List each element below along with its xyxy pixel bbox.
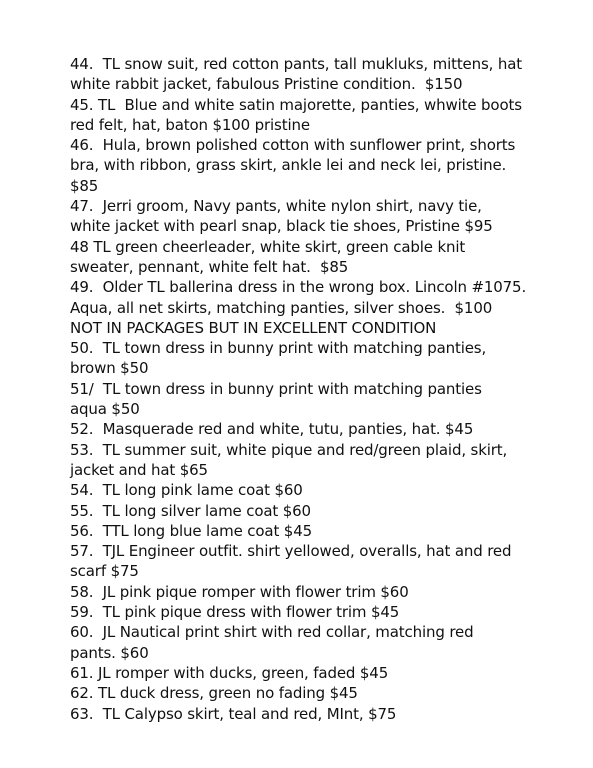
text-line: aqua $50 [70,400,140,419]
text-line: 44. TL snow suit, red cotton pants, tall mukluks, mittens, hat [70,55,523,73]
text-line: 51/ TL town dress in bunny print with matching panties [70,379,482,398]
document-body [70,54,580,724]
text-line: pants. $60 [70,643,149,662]
text-line: 55. TL long silver lame coat $60 [70,501,311,520]
section-heading: NOT IN PACKAGES BUT IN EXCELLENT CONDITION [70,318,437,337]
text-line: 58. JL pink pique romper with flower trim $60 [70,582,409,601]
text-line: 57. TJL Engineer outfit. shirt yellowed, overalls, hat and red [70,542,512,561]
text-line: $85 [70,176,99,195]
text-line: white jacket with pearl snap, black tie shoes, Pristine $95 [70,217,493,236]
text-line: red felt, hat, baton $100 pristine [70,115,310,134]
text-line: 59. TL pink pique dress with flower trim $45 [70,603,400,622]
text-line: Aqua, all net skirts, matching panties, silver shoes. $100 [70,298,493,317]
text-line: 49. Older TL ballerina dress in the wrong box. Lincoln #1075. [70,278,527,297]
text-line: 47. Jerri groom, Navy pants, white nylon shirt, navy tie, [70,197,482,216]
text-line: 63. TL Calypso skirt, teal and red, MInt, $75 [70,704,397,723]
text-line: 50. TL town dress in bunny print with matching panties, [70,339,487,358]
text-line: 52. Masquerade red and white, tutu, panties, hat. $45 [70,420,474,439]
text-line: 45. TL Blue and white satin majorette, panties, whwite boots [70,95,522,114]
text-line: jacket and hat $65 [70,460,208,479]
text-line: 61. JL romper with ducks, green, faded $45 [70,663,389,682]
text-line: sweater, pennant, white felt hat. $85 [70,257,349,276]
text-line: 60. JL Nautical print shirt with red collar, matching red [70,623,474,642]
text-line: bra, with ribbon, grass skirt, ankle lei and neck lei, pristine. [70,156,507,175]
text-line: 53. TL summer suit, white pique and red/green plaid, skirt, [70,440,508,459]
text-line: 48 TL green cheerleader, white skirt, green cable knit [70,237,466,256]
text-line: white rabbit jacket, fabulous Pristine condition. $150 [70,75,463,94]
text-line: 54. TL long pink lame coat $60 [70,481,303,500]
text-line: 46. Hula, brown polished cotton with sunflower print, shorts [70,136,516,155]
text-line: 56. TTL long blue lame coat $45 [70,521,312,540]
text-line: scarf $75 [70,562,139,581]
text-line: 62. TL duck dress, green no fading $45 [70,684,358,703]
text-line: brown $50 [70,359,149,378]
